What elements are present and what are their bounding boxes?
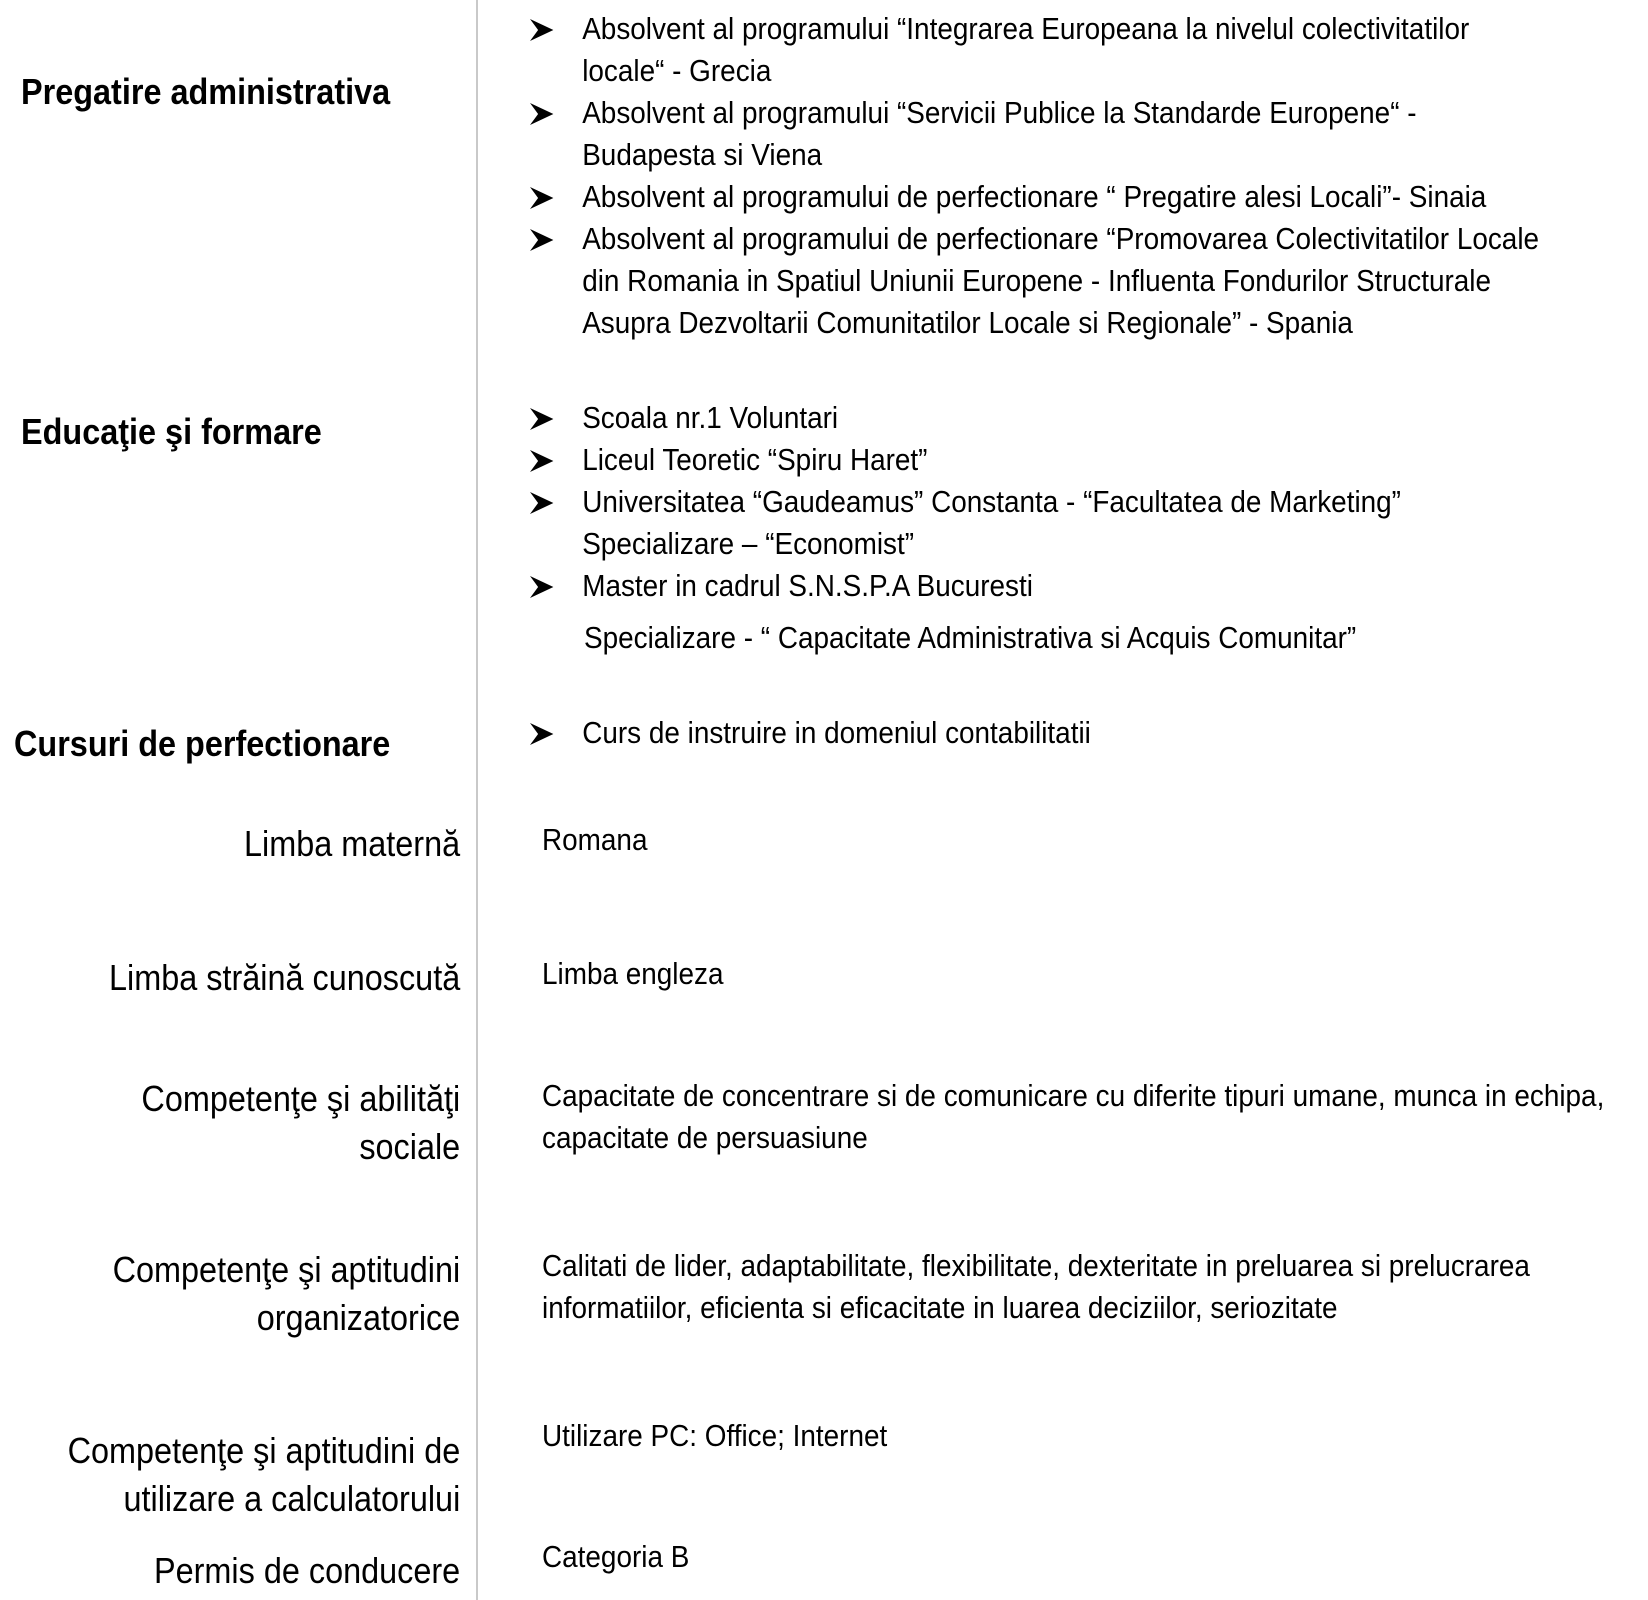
cursuri-list bbox=[530, 712, 1547, 754]
pregatire-list bbox=[530, 8, 1547, 344]
label-competente-organizatorice: Competenţe şi aptitudini organizatorice bbox=[112, 1249, 460, 1338]
arrow-bullet-icon bbox=[530, 103, 553, 125]
arrow-bullet-icon bbox=[530, 576, 553, 598]
list-item: Scoala nr.1 Voluntari bbox=[530, 397, 1547, 439]
list-item: Curs de instruire in domeniul contabilitatii bbox=[530, 712, 1547, 754]
value-competente-organizatorice: Calitati de lider, adaptabilitate, flexibilitate, dexteritate in preluarea si prelucrarea informatiilor, eficienta si eficacitate in luarea deciziilor, seriozitate bbox=[542, 1248, 1530, 1325]
value-permis: Categoria B bbox=[542, 1539, 690, 1574]
value-competente-sociale: Capacitate de concentrare si de comunicare cu diferite tipuri umane, munca in echipa, capacitate de persuasiune bbox=[542, 1078, 1605, 1155]
arrow-bullet-icon bbox=[530, 723, 553, 745]
arrow-bullet-icon bbox=[530, 229, 553, 251]
column-separator bbox=[476, 0, 478, 1600]
list-item: Universitatea “Gaudeamus” Constanta - “Facultatea de Marketing” Specializare – “Economist” bbox=[530, 481, 1547, 565]
section-title-cursuri: Cursuri de perfectionare bbox=[14, 723, 391, 764]
section-title-pregatire: Pregatire administrativa bbox=[21, 71, 391, 112]
list-item: Absolvent al programului de perfectionare “Promovarea Colectivitatilor Locale din Romania in Spatiul Uniunii Europene - Influenta Fondurilor Structurale Asupra Dezvoltarii Comunitatilor Locale si Regionale” - Spania bbox=[530, 218, 1547, 344]
label-limba-straina: Limba străină cunoscută bbox=[108, 957, 460, 998]
list-item: Master in cadrul S.N.S.P.A Bucuresti bbox=[530, 565, 1547, 607]
label-limba-materna: Limba maternă bbox=[243, 823, 460, 864]
value-competente-calculator: Utilizare PC: Office; Internet bbox=[542, 1418, 888, 1453]
arrow-bullet-icon bbox=[530, 187, 553, 209]
label-permis: Permis de conducere bbox=[153, 1550, 460, 1591]
arrow-bullet-icon bbox=[530, 492, 553, 514]
section-title-educatie: Educaţie şi formare bbox=[21, 411, 322, 452]
educatie-specializare-note: Specializare - “ Capacitate Administrativa si Acquis Comunitar” bbox=[584, 620, 1357, 655]
label-competente-calculator: Competenţe şi aptitudini de utilizare a calculatorului bbox=[67, 1430, 460, 1519]
value-limba-materna: Romana bbox=[542, 822, 648, 857]
arrow-bullet-icon bbox=[530, 408, 553, 430]
arrow-bullet-icon bbox=[530, 19, 553, 41]
list-item: Liceul Teoretic “Spiru Haret” bbox=[530, 439, 1547, 481]
educatie-list bbox=[530, 397, 1547, 607]
list-item: Absolvent al programului de perfectionare “ Pregatire alesi Locali”- Sinaia bbox=[530, 176, 1547, 218]
list-item: Absolvent al programului “Servicii Publice la Standarde Europene“ - Budapesta si Viena bbox=[530, 92, 1547, 176]
arrow-bullet-icon bbox=[530, 450, 553, 472]
value-limba-straina: Limba engleza bbox=[542, 956, 724, 991]
label-competente-sociale: Competenţe şi abilităţi sociale bbox=[141, 1078, 460, 1167]
list-item: Absolvent al programului “Integrarea Europeana la nivelul colectivitatilor locale“ - Grecia bbox=[530, 8, 1547, 92]
